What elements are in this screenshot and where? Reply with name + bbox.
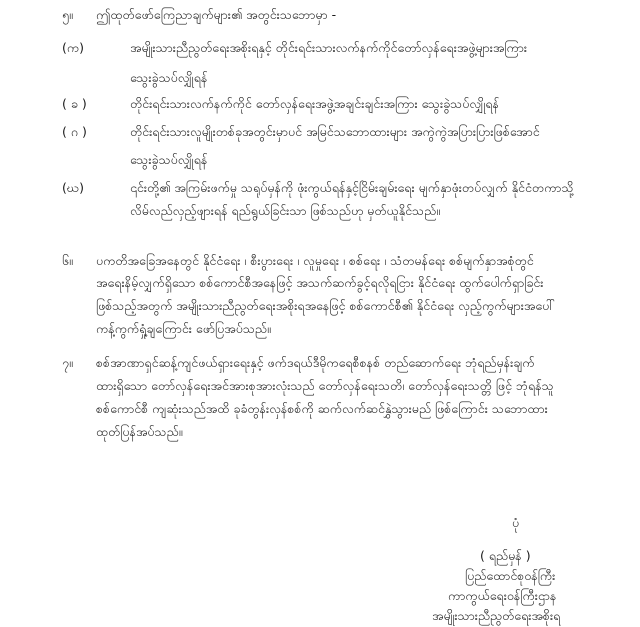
signatory-title: ပြည်ထောင်စုဝန်ကြီး [465, 568, 556, 583]
item-ga-label: ( ဂ ) [62, 124, 87, 139]
para6-line-1: ပကတိအခြေအနေတွင် နိုင်ငံရေး ၊ စီးပွားရေး ၊ လူမှုရေး ၊ စစ်ရေး ၊ သံတမန်ရေး စစ်မျက်နှာအစုံတွင် [96, 253, 534, 268]
para7-line-2: ထားရှိသော တော်လှန်ရေးအင်အားစုအားလုံးသည် တော်လှန်ရေးသတိ၊ တော်လှန်ရေးသတ္တိ ဖြင့် ဘုံရန်သူ [96, 378, 554, 393]
item-kha-line-1: တိုင်းရင်းသားလက်နက်ကိုင် တော်လှန်ရေးအဖွဲ့အချင်းချင်းအကြား သွေးခွဲသပ်လျှိုရန် [130, 96, 500, 111]
item-gha-line-1: ၎င်းတို့၏ အကြမ်းဖက်မှု သရုပ်မှန်ကို ဖုံးကွယ်ရန်နှင့်ငြိမ်းချမ်းရေး မျက်နှာဖုံးတပ်လျှက် နိုင်ငံတကာသို့ [130, 180, 574, 195]
signatory-ministry: ကာကွယ်ရေးဝန်ကြီးဌာန [448, 588, 557, 603]
signatory-government: အမျိုးသားညီညွတ်ရေးအစိုးရ [432, 608, 561, 623]
para5-intro: ဤထုတ်ဖော်ကြေညာချက်များ၏ အတွင်းသဘောမှာ - [96, 7, 337, 22]
item-ka-label: (က) [62, 40, 84, 55]
para7-line-4: ထုတ်ပြန်အပ်သည်။ [96, 424, 183, 439]
para6-line-2: အရေးနိမ့်လျှက်ရှိသော စစ်ကောင်စီအနေဖြင့် အသက်ဆက်ခွင့်ရလိုရငြား နိုင်ငံရေး ထွက်ပေါက်ရှာခြင်း [96, 275, 544, 290]
para5-number: ၅။ [62, 7, 73, 22]
item-ka-line-2: သွေးခွဲသပ်လျှိုရန် [130, 70, 208, 85]
para7-line-3: စစ်ကောင်စီ ကျဆုံးသည်အထိ ခုခံတွန်းလှန်စစ်ကို ဆက်လက်ဆင်နွှဲသွားမည် ဖြစ်ကြောင်း သဘောထား [96, 401, 548, 416]
para7-line-1: စစ်အာဏာရှင်ဆန့်ကျင်ဖယ်ရှားရေးနှင့် ဖက်ဒရယ်ဒီမိုကရေစီစနစ် တည်ဆောက်ရေး ဘုံရည်မှန်းချက် [96, 355, 535, 370]
item-kha-label: ( ခ ) [62, 96, 87, 111]
item-ga-line-1: တိုင်းရင်းသားလူမျိုးတစ်ခုအတွင်းမှာပင် အမြင်သဘောထားများ အကွဲကွဲအပြားပြားဖြစ်အောင် [130, 124, 540, 139]
para7-number: ၇။ [62, 355, 73, 370]
item-ga-line-2: သွေးခွဲသပ်လျှိုရန် [130, 152, 208, 167]
para6-line-3: ဖြစ်သည့်အတွက် အမျိုးသားညီညွတ်ရေးအစိုးရအနေဖြင့် စစ်ကောင်စီ၏ နိုင်ငံရေး လှည့်ကွက်များအပေါ် [96, 298, 555, 313]
para6-line-4: ကန့်ကွက်ရှုံ့ချကြောင်း ဖော်ပြအပ်သည်။ [96, 321, 271, 336]
item-gha-line-2: လိမ်လည်လှည့်ဖျားရန် ရည်ရွယ်ခြင်းသာ ဖြစ်သည်ဟု မှတ်ယူနိုင်သည်။ [130, 203, 440, 218]
para6-number: ၆။ [62, 253, 73, 268]
signature-name: ( ရည်မှန် ) [480, 548, 531, 563]
signature-mark: ပုံ [512, 515, 520, 530]
item-ka-line-1: အမျိုးသားညီညွတ်ရေးအစိုးရနှင့် တိုင်းရင်းသားလက်နက်ကိုင်တော်လှန်ရေးအဖွဲ့များအကြား [130, 40, 528, 55]
item-gha-label: (ဃ) [62, 180, 84, 195]
